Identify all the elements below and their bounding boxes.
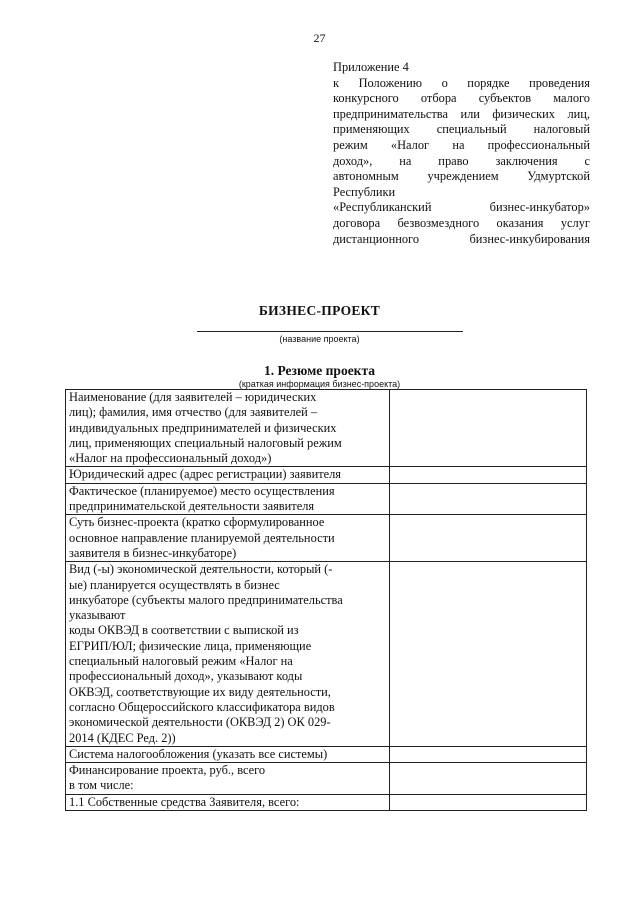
appendix-line: к Положению о порядке проведения bbox=[333, 75, 590, 90]
appendix-line: договора безвозмездного оказания услуг bbox=[333, 215, 590, 230]
page-number: 27 bbox=[313, 31, 326, 45]
row-label-line: в том числе: bbox=[69, 778, 134, 793]
row-label-line: Система налогообложения (указать все системы) bbox=[69, 746, 328, 761]
row-label bbox=[66, 746, 390, 762]
row-value-field[interactable] bbox=[390, 390, 587, 467]
appendix-line: автономным учреждением Удмуртской bbox=[333, 169, 590, 184]
row-label-line: индивидуальных предпринимателей и физических bbox=[69, 420, 337, 435]
table-row bbox=[66, 763, 587, 795]
row-label bbox=[66, 467, 390, 483]
row-label bbox=[66, 763, 390, 795]
table-row bbox=[66, 746, 587, 762]
table-row bbox=[66, 562, 587, 747]
row-label-line: Вид (-ы) экономической деятельности, который (- bbox=[69, 562, 333, 577]
appendix-line: Республики bbox=[333, 184, 396, 199]
row-value-field[interactable] bbox=[390, 746, 587, 762]
appendix-line: Приложение 4 bbox=[333, 60, 409, 74]
appendix-line: конкурсного отбора субъектов малого bbox=[333, 91, 590, 106]
row-label-line: лиц); фамилия, имя отчество (для заявителей – bbox=[69, 405, 318, 420]
table-row bbox=[66, 390, 587, 467]
project-name-caption: (название проекта) bbox=[279, 334, 360, 344]
table-row bbox=[66, 794, 587, 810]
row-label-line: «Налог на профессиональный доход») bbox=[69, 451, 272, 466]
section-title: 1. Резюме проекта bbox=[263, 363, 376, 378]
appendix-header bbox=[333, 60, 590, 247]
row-value-field[interactable] bbox=[390, 515, 587, 562]
appendix-line: доход», на право заключения с bbox=[333, 153, 590, 168]
row-label-line: коды ОКВЭД в соответствии с выпиской из bbox=[69, 623, 299, 638]
row-label bbox=[66, 483, 390, 515]
row-label-line: Финансирование проекта, руб., всего bbox=[69, 763, 266, 778]
appendix-line: дистанционного бизнес-инкубирования bbox=[333, 231, 590, 246]
row-label-line: указывают bbox=[69, 608, 126, 623]
row-label bbox=[66, 515, 390, 562]
row-value-field[interactable] bbox=[390, 794, 587, 810]
row-label-line: заявителя в бизнес-инкубаторе) bbox=[69, 545, 237, 560]
row-value-field[interactable] bbox=[390, 467, 587, 483]
row-label-line: согласно Общероссийского классификатора видов bbox=[69, 699, 335, 714]
row-label-line: 1.1 Собственные средства Заявителя, всего: bbox=[69, 794, 300, 809]
row-label bbox=[66, 562, 390, 747]
row-value-field[interactable] bbox=[390, 483, 587, 515]
row-value-field[interactable] bbox=[390, 763, 587, 795]
row-label-line: Юридический адрес (адрес регистрации) заявителя bbox=[69, 467, 342, 482]
row-value-field[interactable] bbox=[390, 562, 587, 747]
row-label-line: основное направление планируемой деятельности bbox=[69, 530, 335, 545]
project-name-line bbox=[197, 331, 463, 332]
row-label bbox=[66, 390, 390, 467]
row-label-line: экономической деятельности (ОКВЭД 2) ОК 029- bbox=[69, 715, 331, 730]
row-label-line: специальный налоговый режим «Налог на bbox=[69, 654, 293, 669]
row-label-line: Суть бизнес-проекта (кратко сформулированное bbox=[69, 515, 325, 530]
document-title: БИЗНЕС-ПРОЕКТ bbox=[258, 303, 381, 318]
appendix-line: применяющих специальный налоговый bbox=[333, 122, 590, 137]
row-label-line: инкубаторе (субъекты малого предпринимательства bbox=[69, 592, 343, 607]
table-row bbox=[66, 483, 587, 515]
row-label-line: профессиональный доход», указывают коды bbox=[69, 669, 303, 684]
appendix-line: «Республиканский бизнес-инкубатор» bbox=[333, 200, 590, 215]
row-label-line: 2014 (КДЕС Ред. 2)) bbox=[69, 730, 176, 745]
resume-table bbox=[65, 389, 587, 811]
row-label-line: предпринимательской деятельности заявителя bbox=[69, 499, 315, 514]
row-label-line: Наименование (для заявителей – юридических bbox=[69, 390, 317, 404]
row-label-line: ые) планируется осуществлять в бизнес bbox=[69, 577, 280, 592]
row-label-line: ОКВЭД, соответствующие их виду деятельности, bbox=[69, 684, 331, 699]
row-label-line: лиц, применяющих специальный налоговый режим bbox=[69, 435, 342, 450]
section-caption: (краткая информация бизнес-проекта) bbox=[238, 379, 401, 389]
row-label-line: ЕГРИП/ЮЛ; физические лица, применяющие bbox=[69, 638, 312, 653]
appendix-line: предпринимательства или физических лиц, bbox=[333, 106, 590, 121]
table-row bbox=[66, 467, 587, 483]
row-label bbox=[66, 794, 390, 810]
appendix-line: режим «Налог на профессиональный bbox=[333, 137, 590, 152]
row-label-line: Фактическое (планируемое) место осуществления bbox=[69, 483, 335, 498]
table-row bbox=[66, 515, 587, 562]
